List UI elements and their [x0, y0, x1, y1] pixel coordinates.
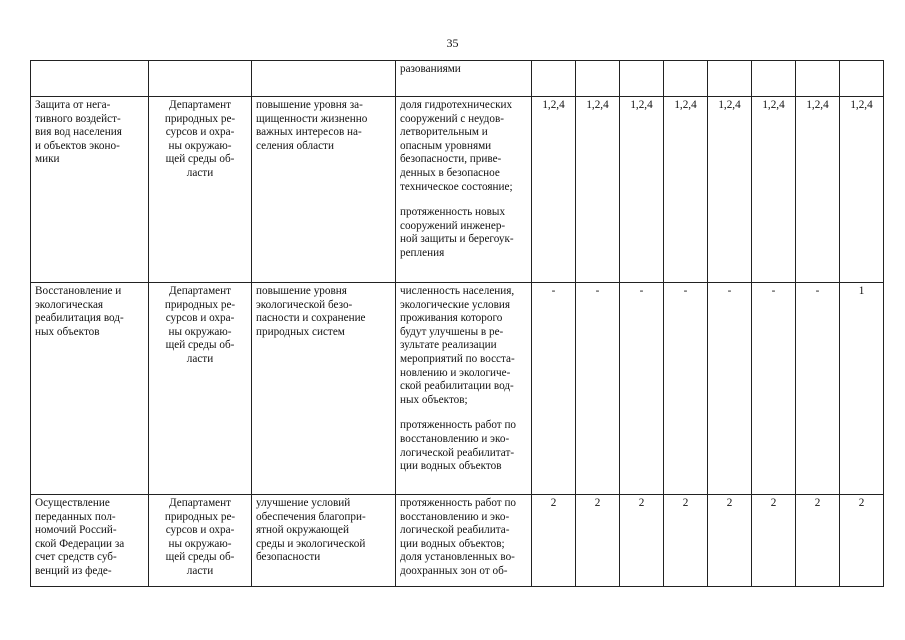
activity-name-cell: Восстановление и экологическая реабилитация вод- ных объектов — [31, 283, 149, 495]
activity-name-cell: Защита от нега- тивного воздейст- вия вод населения и объектов эконо- мики — [31, 97, 149, 283]
year-value-cell — [576, 61, 620, 97]
program-table — [30, 60, 884, 587]
year-value-cell: - — [576, 283, 620, 495]
year-value-cell: 2 — [532, 495, 576, 587]
indicator-text: протяженность работ по восстановлению и эко- логической реабилита- ции водных объектов; доля установленных во- доохранных зон от об- — [400, 497, 517, 577]
year-value-cell: - — [664, 283, 708, 495]
year-value-cell: 1,2,4 — [664, 97, 708, 283]
year-value-cell: 1 — [840, 283, 884, 495]
year-value-cell — [752, 61, 796, 97]
indicator-text: протяженность работ по восстановлению и эко- логической реабилитат- ции водных объектов — [400, 419, 517, 473]
indicator-text: доля гидротехнических сооружений с неудов- летворительным и опасным уровнями безопасности, приве- денных в безопасное техническое состояние; — [400, 99, 513, 193]
year-value-cell: 1,2,4 — [708, 97, 752, 283]
year-value-cell: - — [620, 283, 664, 495]
year-value-cell: 1,2,4 — [620, 97, 664, 283]
goal-cell: повышение уровня за- щищенности жизненно важных интересов на- селения области — [252, 97, 396, 283]
department-cell: Департамент природных ре- сурсов и охра- ны окружаю- щей среды об- ласти — [149, 495, 252, 587]
table-row — [31, 283, 884, 495]
indicator-text: разованиями — [400, 63, 461, 75]
year-value-cell: - — [796, 283, 840, 495]
goal-cell — [252, 61, 396, 97]
indicator-gap — [400, 194, 527, 206]
indicator-text: протяженность новых сооружений инженер- ной защиты и берегоук- репления — [400, 206, 514, 259]
year-value-cell: - — [532, 283, 576, 495]
indicator-text: численность населения, экологические условия проживания которого будут улучшены в ре- зультате реализации мероприятий по восста- новлению и экологиче- ской реабилитации вод- ных объектов; — [400, 285, 515, 406]
table-row — [31, 495, 884, 587]
activity-name-cell — [31, 61, 149, 97]
year-value-cell: 1,2,4 — [576, 97, 620, 283]
department-cell: Департамент природных ре- сурсов и охра- ны окружаю- щей среды об- ласти — [149, 97, 252, 283]
year-value-cell: 1,2,4 — [532, 97, 576, 283]
year-value-cell: 1,2,4 — [796, 97, 840, 283]
year-value-cell: 2 — [576, 495, 620, 587]
page-number: 35 — [446, 36, 459, 50]
year-value-cell: - — [752, 283, 796, 495]
year-value-cell: 2 — [708, 495, 752, 587]
year-value-cell — [840, 61, 884, 97]
goal-cell: повышение уровня экологической безо- пасности и сохранение природных систем — [252, 283, 396, 495]
department-cell — [149, 61, 252, 97]
table-row — [31, 97, 884, 283]
year-value-cell — [796, 61, 840, 97]
year-value-cell: - — [708, 283, 752, 495]
year-value-cell: 2 — [752, 495, 796, 587]
year-value-cell: 2 — [840, 495, 884, 587]
indicators-cell — [396, 495, 532, 587]
activity-name-cell: Осуществление переданных пол- номочий Россий- ской Федерации за счет средств суб- венций из феде- — [31, 495, 149, 587]
year-value-cell: 2 — [796, 495, 840, 587]
year-value-cell — [708, 61, 752, 97]
department-cell: Департамент природных ре- сурсов и охра- ны окружаю- щей среды об- ласти — [149, 283, 252, 495]
year-value-cell: 1,2,4 — [840, 97, 884, 283]
indicators-cell — [396, 61, 532, 97]
indicator-gap — [400, 407, 527, 419]
year-value-cell: 2 — [664, 495, 708, 587]
indicators-cell — [396, 97, 532, 283]
year-value-cell — [532, 61, 576, 97]
goal-cell: улучшение условий обеспечения благопри- ятной окружающей среды и экологической безопасности — [252, 495, 396, 587]
year-value-cell: 1,2,4 — [752, 97, 796, 283]
year-value-cell: 2 — [620, 495, 664, 587]
year-value-cell — [620, 61, 664, 97]
table-row — [31, 61, 884, 97]
indicators-cell — [396, 283, 532, 495]
year-value-cell — [664, 61, 708, 97]
